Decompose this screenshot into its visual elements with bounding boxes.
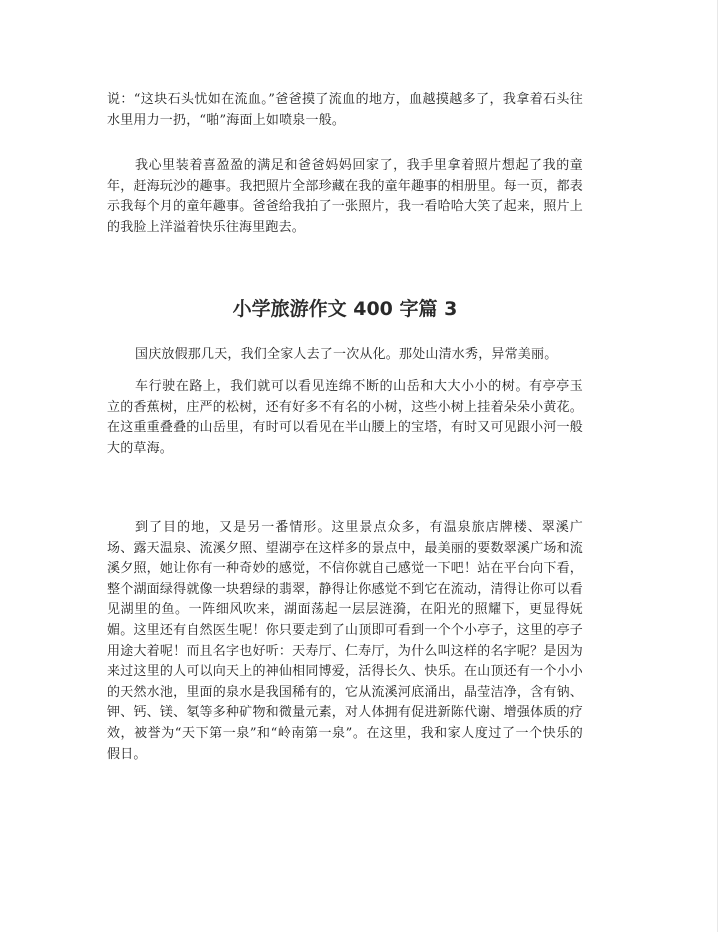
- paragraph-4: 车行驶在路上，我们就可以看见连绵不断的山岳和大大小小的树。有亭亭玉立的香蕉树，庄严的松树，还有好多不有名的小树，这些小树上挂着朵朵小黄花。在这重重叠叠的山岳里，有时可以看见在半山腰上的宝塔，有时又可见跟小河一般大的草海。: [107, 379, 583, 456]
- paragraph-2: 我心里装着喜盈盈的满足和爸爸妈妈回家了，我手里拿着照片想起了我的童年，赶海玩沙的趣事。我把照片全部珍藏在我的童年趣事的相册里。每一页，都表示我每个月的童年趣事。爸爸给我拍了一张照片，我一看哈哈大笑了起来，照片上的我脸上洋溢着快乐往海里跑去。: [107, 158, 583, 235]
- paragraph-1: 说：“这块石头忧如在流血。”爸爸摸了流血的地方，血越摸越多了，我拿着石头往水里用力一扔，“啪”海面上如喷泉一般。: [107, 92, 583, 128]
- page-edge: [717, 0, 718, 932]
- paragraph-3: 国庆放假那几天，我们全家人去了一次从化。那处山清水秀，异常美丽。: [135, 347, 558, 362]
- paragraph-5: 到了目的地，又是另一番情形。这里景点众多，有温泉旅店牌楼、翠溪广场、露天温泉、流溪夕照、望湖亭在这样多的景点中，最美丽的要数翠溪广场和流溪夕照，她让你有一种奇妙的感觉，不信你就自己感觉一下吧！站在平台向下看，整个湖面绿得就像一块碧绿的翡翠，静得让你感觉不到它在流动，清得让你可以看见湖里的鱼。一阵细风吹来，湖面荡起一层层涟漪，在阳光的照耀下，更显得妩媚。这里还有自然医生呢！你只要走到了山顶即可看到一个个小亭子，这里的亭子用途大着呢！而且名字也好听：天寿厅、仁寿厅，为什么叫这样的名字呢？是因为来过这里的人可以向天上的神仙相同博爱，活得长久、快乐。在山顶还有一个小小的天然水池，里面的泉水是我国稀有的，它从流溪河底涌出，晶莹洁净，含有钠、钾、钙、镁、氡等多种矿物和微量元素，对人体拥有促进新陈代谢、增强体质的疗效，被誉为“天下第一泉”和“岭南第一泉”。在这里，我和家人度过了一个快乐的假日。: [107, 520, 583, 762]
- section-title: 小学旅游作文 400 字篇 3: [232, 298, 458, 320]
